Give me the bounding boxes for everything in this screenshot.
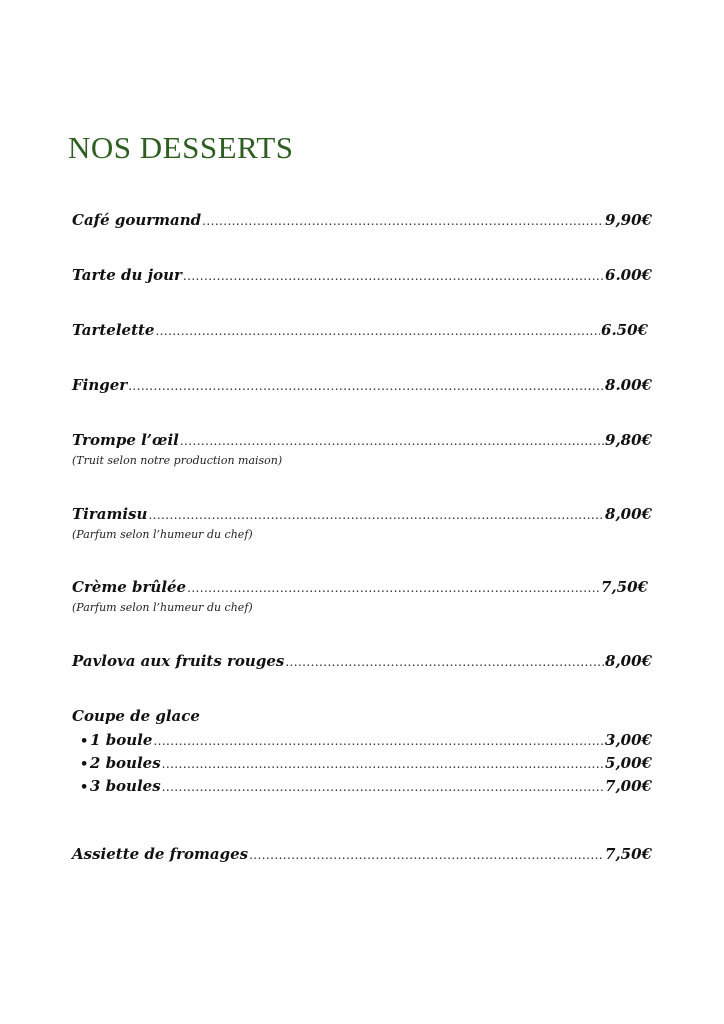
dot-leader — [187, 578, 600, 598]
menu-item-tiramisu — [72, 504, 652, 525]
menu-item-tarte-du-jour — [72, 265, 652, 286]
item-price: 8,00€ — [605, 652, 652, 670]
item-note: (Parfum selon l’humeur du chef) — [72, 528, 253, 541]
dot-leader — [180, 431, 604, 451]
item-price: 9,80€ — [605, 431, 652, 449]
menu-item-cafe-gourmand — [72, 210, 652, 231]
item-note: (Truit selon notre production maison) — [72, 454, 283, 467]
item-name: Crème brûlée — [72, 578, 187, 596]
item-name: Assiette de fromages — [72, 845, 249, 863]
dot-leader — [162, 754, 604, 774]
item-price: 7,50€ — [605, 845, 652, 863]
item-price: 8,00€ — [605, 505, 652, 523]
item-name: Tarte du jour — [72, 266, 182, 284]
dot-leader — [162, 777, 604, 797]
coupe-de-glace-title: Coupe de glace — [72, 707, 200, 725]
dot-leader — [183, 266, 604, 286]
item-name: Pavlova aux fruits rouges — [72, 652, 285, 670]
item-price: 3,00€ — [605, 731, 652, 749]
dot-leader — [285, 652, 604, 672]
menu-item-assiette-de-fromages — [72, 844, 652, 865]
coupe-option-1-boule — [80, 730, 652, 752]
dot-leader — [153, 731, 604, 751]
item-price: 9,90€ — [605, 211, 652, 229]
dot-leader — [202, 211, 604, 231]
item-note: (Parfum selon l’humeur du chef) — [72, 601, 253, 614]
menu-item-creme-brulee — [72, 577, 648, 598]
item-name: Trompe l’œil — [72, 431, 179, 449]
dot-leader — [249, 845, 604, 865]
item-name: Café gourmand — [72, 211, 202, 229]
item-price: 6.00€ — [605, 266, 652, 284]
item-name: 2 boules — [89, 754, 161, 772]
item-price: 7,00€ — [605, 777, 652, 795]
item-price: 7,50€ — [601, 578, 648, 596]
menu-item-trompe-l-oeil — [72, 430, 652, 451]
item-name: 3 boules — [89, 777, 161, 795]
bullet-icon: • — [80, 780, 89, 795]
item-price: 6.50€ — [601, 321, 648, 339]
item-price: 5,00€ — [605, 754, 652, 772]
page-title: NOS DESSERTS — [68, 130, 294, 165]
item-name: Tartelette — [72, 321, 155, 339]
item-price: 8.00€ — [605, 376, 652, 394]
bullet-icon: • — [80, 757, 89, 772]
menu-item-pavlova — [72, 651, 652, 672]
coupe-option-2-boules — [80, 753, 652, 775]
menu-item-finger — [72, 375, 652, 396]
menu-item-tartelette — [72, 320, 648, 341]
coupe-option-3-boules — [80, 776, 652, 798]
dot-leader — [155, 321, 600, 341]
dot-leader — [148, 505, 604, 525]
bullet-icon: • — [80, 734, 89, 749]
item-name: 1 boule — [90, 731, 153, 749]
item-name: Tiramisu — [72, 505, 148, 523]
dot-leader — [128, 376, 604, 396]
item-name: Finger — [72, 376, 128, 394]
